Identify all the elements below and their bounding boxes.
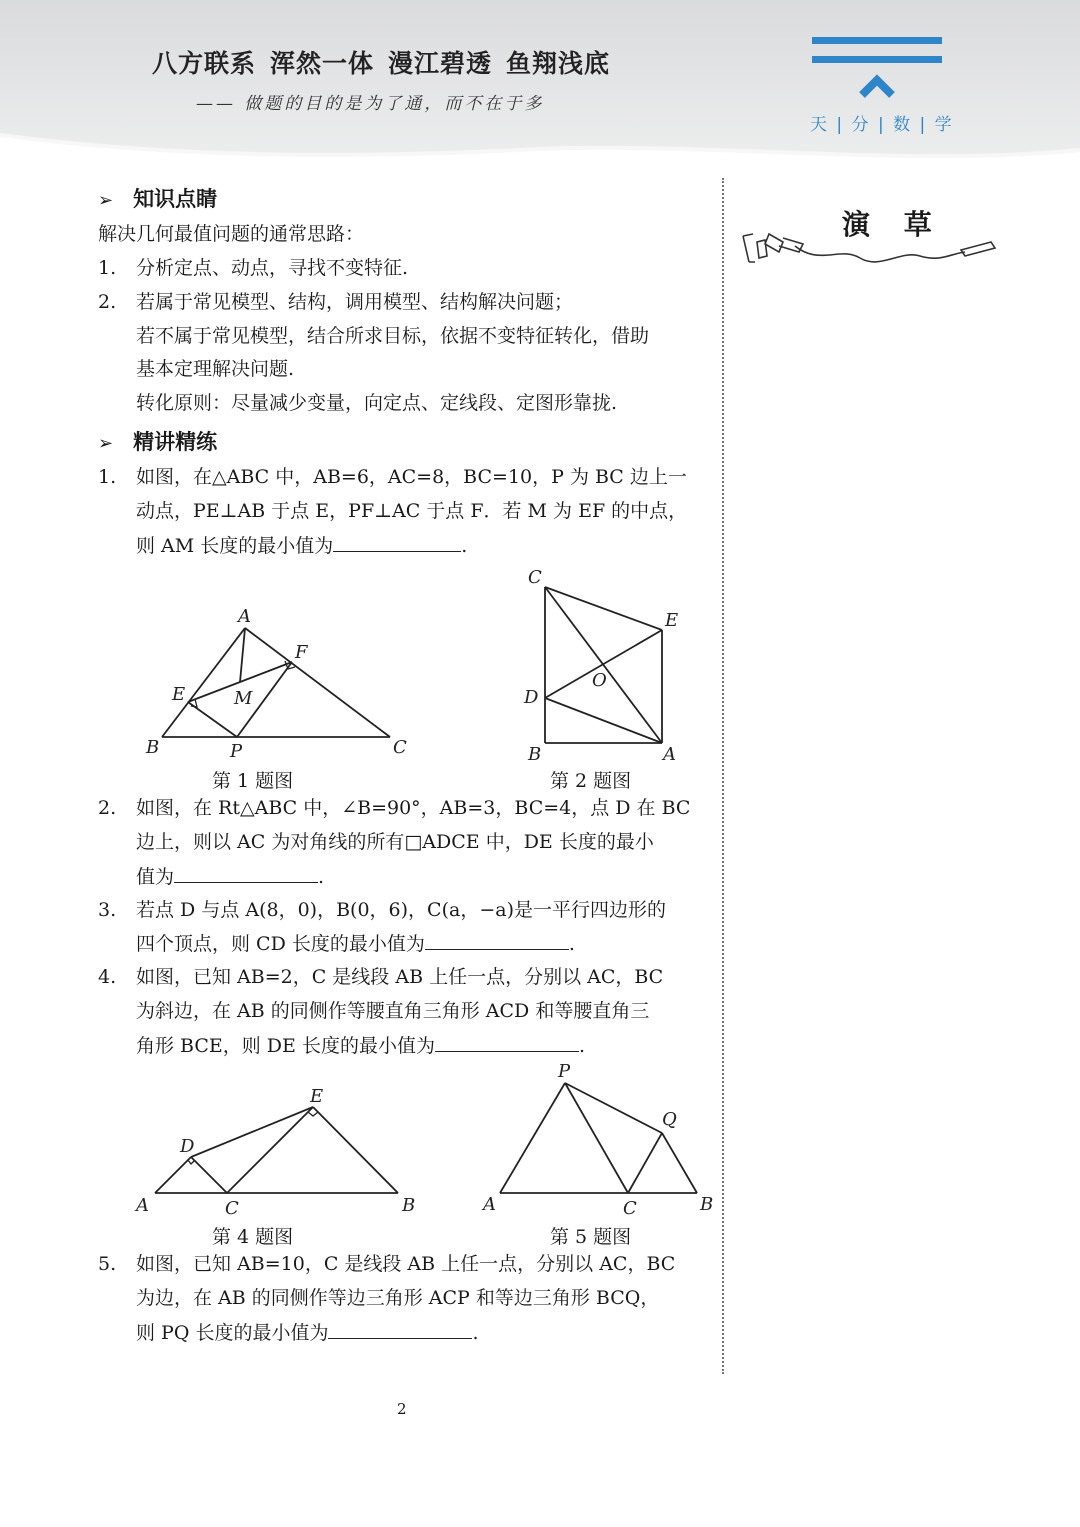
period: . xyxy=(578,1035,585,1057)
problem-5-line-2: 为边，在 AB 的同侧作等边三角形 ACP 和等边三角形 BCQ， xyxy=(136,1287,660,1309)
fig2-label-O: O xyxy=(592,670,607,691)
fig1-label-B: B xyxy=(146,737,160,758)
section-arrow-icon: ➢ xyxy=(98,190,114,211)
section-title-text: 知识点睛 xyxy=(133,187,218,211)
section-title-knowledge xyxy=(98,183,217,213)
problem-text: 如图，已知 AB=10，C 是线段 AB 上任一点，分别以 AC，BC xyxy=(136,1253,676,1275)
section-title-practice xyxy=(98,426,217,456)
section-title-text: 精讲精练 xyxy=(133,430,218,454)
section1-item-2-line-2: 若不属于常见模型，结合所求目标，依据不变特征转化，借助 xyxy=(136,325,650,347)
problem-number: 5. xyxy=(98,1253,117,1275)
fig4-label-D: D xyxy=(180,1136,195,1157)
fig1-label-C: C xyxy=(393,737,407,758)
problem-number: 4. xyxy=(98,966,117,988)
figure-5 xyxy=(478,1058,718,1220)
problem-1-line-2: 动点，PE⊥AB 于点 E，PF⊥AC 于点 F．若 M 为 EF 的中点， xyxy=(136,500,688,522)
fig4-label-A: A xyxy=(136,1195,149,1216)
fig2-label-B: B xyxy=(528,744,542,765)
answer-blank[interactable] xyxy=(435,1033,579,1052)
problem-1-line-3 xyxy=(136,533,467,558)
period: . xyxy=(568,933,575,955)
figure-4 xyxy=(130,1080,430,1220)
fig5-label-A: A xyxy=(483,1194,496,1215)
problem-text: 则 PQ 长度的最小值为 xyxy=(136,1322,329,1344)
problem-text: 如图，已知 AB=2，C 是线段 AB 上任一点，分别以 AC，BC xyxy=(136,966,664,988)
problem-text: 值为 xyxy=(136,866,175,888)
problem-4-line-1 xyxy=(98,965,663,989)
problem-text: 则 AM 长度的最小值为 xyxy=(136,535,334,557)
fig1-label-F: F xyxy=(295,642,308,663)
fig2-label-D: D xyxy=(524,687,539,708)
fig4-label-E: E xyxy=(310,1086,324,1107)
figure-2 xyxy=(518,563,698,768)
problem-text: 如图，在△ABC 中，AB=6，AC=8，BC=10，P 为 BC 边上一 xyxy=(136,466,687,488)
problem-number: 3. xyxy=(98,899,117,921)
problem-4-line-2: 为斜边，在 AB 的同侧作等腰直角三角形 ACD 和等腰直角三 xyxy=(136,1000,650,1022)
fig5-label-Q: Q xyxy=(662,1109,677,1130)
answer-blank[interactable] xyxy=(425,931,569,950)
figure-5-caption: 第 5 题图 xyxy=(550,1226,632,1248)
period: . xyxy=(472,1322,479,1344)
fig1-label-M: M xyxy=(234,688,253,709)
problem-5-line-1 xyxy=(98,1252,675,1276)
header-sub-motto: —— 做题的目的是为了通，而不在于多 xyxy=(196,94,545,114)
section1-item-2-line-4: 转化原则：尽量减少变量，向定点、定线段、定图形靠拢. xyxy=(136,392,618,414)
problem-2-line-3 xyxy=(136,864,324,889)
fig5-label-C: C xyxy=(623,1198,637,1219)
fig1-label-E: E xyxy=(172,684,186,705)
fig2-label-C: C xyxy=(528,567,542,588)
header-motto xyxy=(152,44,624,80)
figure-1 xyxy=(140,600,420,765)
fig5-label-P: P xyxy=(558,1061,571,1082)
motto-phrase-3: 漫江碧透 xyxy=(388,49,493,78)
problem-text: 如图，在 Rt△ABC 中，∠B=90°，AB=3，BC=4，点 D 在 BC xyxy=(136,797,691,819)
section1-item-2 xyxy=(98,290,573,314)
problem-text: 四个顶点，则 CD 长度的最小值为 xyxy=(136,933,425,955)
problem-4-line-3 xyxy=(136,1033,585,1058)
section-arrow-icon: ➢ xyxy=(98,433,114,454)
problem-2-line-1 xyxy=(98,796,690,820)
problem-5-line-3 xyxy=(136,1320,479,1345)
answer-blank[interactable] xyxy=(328,1320,472,1339)
problem-text: 角形 BCE，则 DE 长度的最小值为 xyxy=(136,1035,435,1057)
problem-3-line-1 xyxy=(98,898,666,922)
fig4-label-B: B xyxy=(402,1195,416,1216)
fig5-label-B: B xyxy=(700,1194,714,1215)
answer-blank[interactable] xyxy=(174,864,318,883)
figure-4-caption: 第 4 题图 xyxy=(212,1226,294,1248)
problem-text: 若点 D 与点 A(8，0)，B(0，6)，C(a，−a)是一平行四边形的 xyxy=(136,899,666,921)
problem-2-line-2: 边上，则以 AC 为对角线的所有□ADCE 中，DE 长度的最小 xyxy=(136,831,654,853)
fig1-label-A: A xyxy=(238,606,251,627)
motto-phrase-1: 八方联系 xyxy=(152,49,257,78)
column-divider xyxy=(722,178,724,1374)
fig1-label-P: P xyxy=(230,741,243,762)
scratch-pen-decoration-icon xyxy=(735,222,1000,272)
section1-intro: 解决几何最值问题的通常思路： xyxy=(98,223,365,245)
page-number: 2 xyxy=(397,1400,407,1418)
fig2-label-E: E xyxy=(665,610,679,631)
item-text: 若属于常见模型、结构，调用模型、结构解决问题； xyxy=(136,291,574,313)
answer-blank[interactable] xyxy=(333,533,461,552)
fig4-label-C: C xyxy=(225,1198,239,1219)
period: . xyxy=(318,866,325,888)
item-number: 1. xyxy=(98,257,117,279)
period: . xyxy=(461,535,468,557)
scratch-area-title: 演 草 xyxy=(842,208,944,241)
problem-number: 1. xyxy=(98,466,117,488)
problem-1-line-1 xyxy=(98,465,687,489)
fig2-label-A: A xyxy=(663,744,676,765)
brand-name: 天 | 分 | 数 | 学 xyxy=(810,115,954,135)
section1-item-1 xyxy=(98,256,408,280)
motto-phrase-4: 鱼翔浅底 xyxy=(506,49,611,78)
section1-item-2-line-3: 基本定理解决问题. xyxy=(136,358,295,380)
motto-phrase-2: 浑然一体 xyxy=(270,49,375,78)
problem-number: 2. xyxy=(98,797,117,819)
problem-3-line-2 xyxy=(136,931,575,956)
figure-2-caption: 第 2 题图 xyxy=(550,770,632,792)
item-text: 分析定点、动点，寻找不变特征. xyxy=(136,257,409,279)
figure-1-caption: 第 1 题图 xyxy=(212,770,294,792)
item-number: 2. xyxy=(98,291,117,313)
